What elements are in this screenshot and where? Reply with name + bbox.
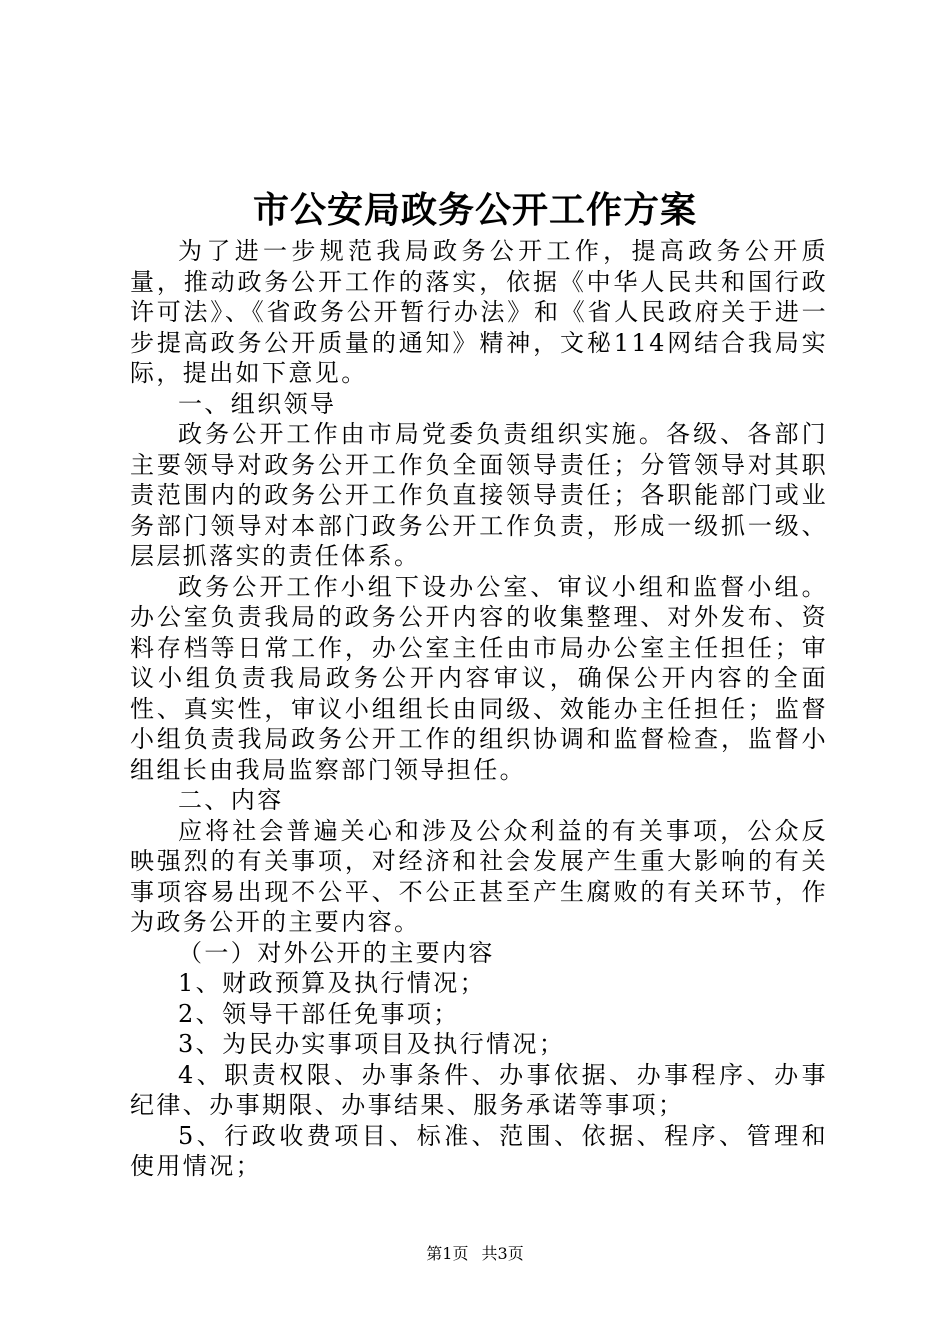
section-heading-organization: 一、组织领导 [178, 389, 337, 418]
intro-paragraph: 为了进一步规范我局政务公开工作，提高政务公开质量，推动政务公开工作的落实，依据《中华人民共和国行政许可法》、《省政务公开暂行办法》和《省人民政府关于进一步提高政务公开质量的通知》精神，文秘114网结合我局实际，提出如下意见。 [130, 237, 828, 387]
page-number: 第1页 [426, 1244, 469, 1263]
document-title: 市公安局政务公开工作方案 [252, 189, 697, 231]
document-body [130, 236, 828, 1182]
organization-paragraph: 政务公开工作由市局党委负责组织实施。各级、各部门主要领导对政务公开工作负全面领导责任；分管领导对其职责范围内的政务公开工作负直接领导责任；各职能部门或业务部门领导对本部门政务公开工作负责，形成一级抓一级、层层抓落实的责任体系。 [130, 420, 828, 570]
section-heading-content: 二、内容 [178, 786, 284, 814]
page-footer [0, 1244, 950, 1264]
list-item: 4、职责权限、办事条件、办事依据、办事程序、办事纪律、办事期限、办事结果、服务承诺等事项； [130, 1060, 828, 1119]
page-total: 共3页 [481, 1244, 524, 1263]
subsection-heading-public-content: （一）对外公开的主要内容 [178, 938, 495, 967]
list-item: 3、为民办实事项目及执行情况； [178, 1030, 566, 1058]
list-item: 1、财政预算及执行情况； [178, 969, 487, 997]
list-item: 2、领导干部任免事项； [178, 999, 460, 1028]
content-paragraph: 应将社会普遍关心和涉及公众利益的有关事项，公众反映强烈的有关事项，对经济和社会发展产生重大影响的有关事项容易出现不公平、不公正甚至产生腐败的有关环节，作为政务公开的主要内容。 [130, 816, 828, 936]
working-group-paragraph: 政务公开工作小组下设办公室、审议小组和监督小组。办公室负责我局的政务公开内容的收集整理、对外发布、资料存档等日常工作，办公室主任由市局办公室主任担任；审议小组负责我局政务公开内容审议，确保公开内容的全面性、真实性，审议小组组长由同级、效能办主任担任；监督小组负责我局政务公开工作的组织协调和监督检查，监督小组组长由我局监察部门领导担任。 [130, 572, 828, 784]
list-item: 5、行政收费项目、标准、范围、依据、程序、管理和使用情况； [130, 1121, 828, 1180]
